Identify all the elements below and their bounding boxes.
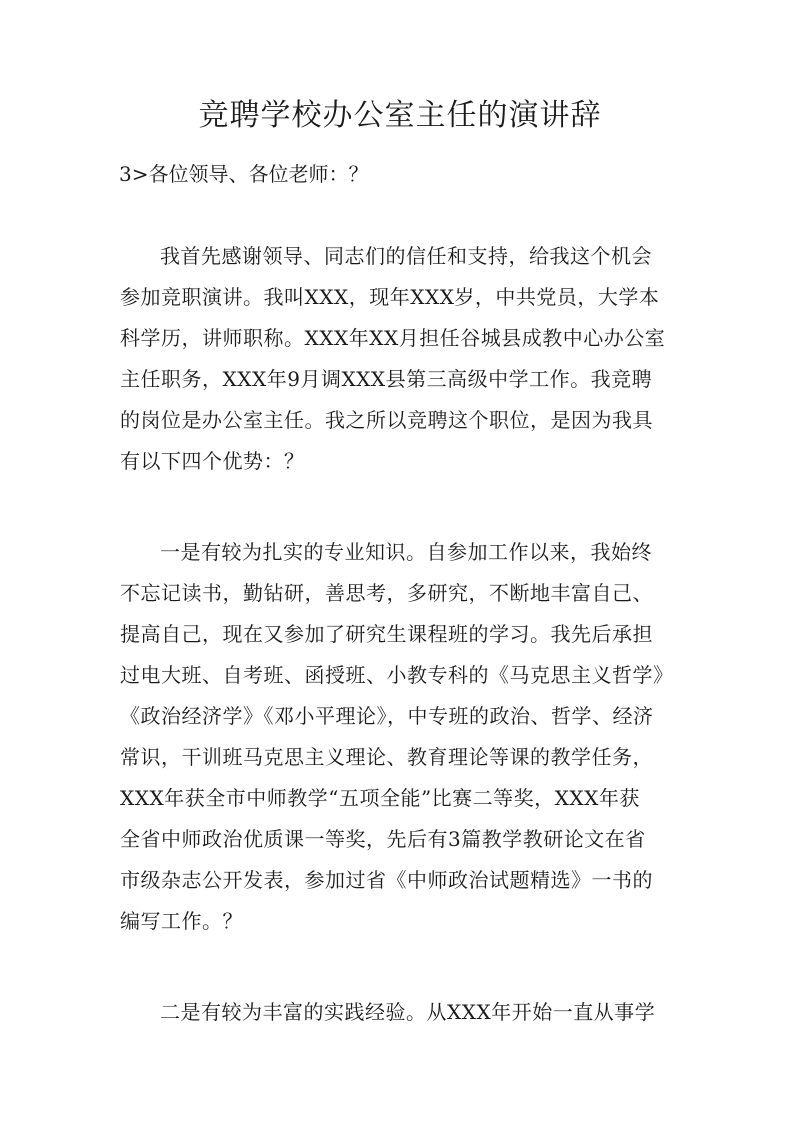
paragraph-line: 有以下四个优势：？ [120,449,305,473]
greeting-line: 3>各位领导、各位老师：？ [119,162,369,186]
paragraph-line: 过电大班、自考班、函授班、小教专科的《马克思主义哲学》 [120,663,674,687]
paragraph-line: 主任职务，XXX年9月调XXX县第三高级中学工作。我竞聘 [120,367,653,391]
paragraph-line: 常识，干训班马克思主义理论、教育理论等课的教学任务， [120,745,653,769]
paragraph-1 [120,236,688,482]
paragraph-line: 全省中师政治优质课一等奖，先后有3篇教学教研论文在省 [120,827,646,851]
paragraph-line: 市级杂志公开发表，参加过省《中师政治试题精选》一书的 [120,868,653,892]
paragraph-line: 《政治经济学》《邓小平理论》，中专班的政治、哲学、经济 [120,704,654,728]
paragraph-line: 提高自己，现在又参加了研究生课程班的学习。我先后承担 [120,622,653,646]
paragraph-2 [120,532,688,942]
paragraph-line: 二是有较为丰富的实践经验。从XXX年开始一直从事学 [160,1000,656,1024]
document-title: 竞聘学校办公室主任的演讲辞 [198,98,602,133]
paragraph-line: 我首先感谢领导、同志们的信任和支持，给我这个机会 [160,244,652,268]
paragraph-line: 的岗位是办公室主任。我之所以竞聘这个职位，是因为我具 [120,408,653,432]
paragraph-3 [120,992,688,1033]
paragraph-line: 一是有较为扎实的专业知识。自参加工作以来，我始终 [160,540,652,564]
paragraph-line: XXX年获全市中师教学“五项全能”比赛二等奖，XXX年获 [120,786,640,810]
paragraph-line: 编写工作。？ [120,909,243,933]
paragraph-line: 不忘记读书，勤钻研，善思考，多研究，不断地丰富自己、 [120,581,653,605]
paragraph-line: 科学历，讲师职称。XXX年XX月担任谷城县成教中心办公室 [120,326,666,350]
paragraph-line: 参加竞职演讲。我叫XXX，现年XXX岁，中共党员，大学本 [120,285,660,309]
